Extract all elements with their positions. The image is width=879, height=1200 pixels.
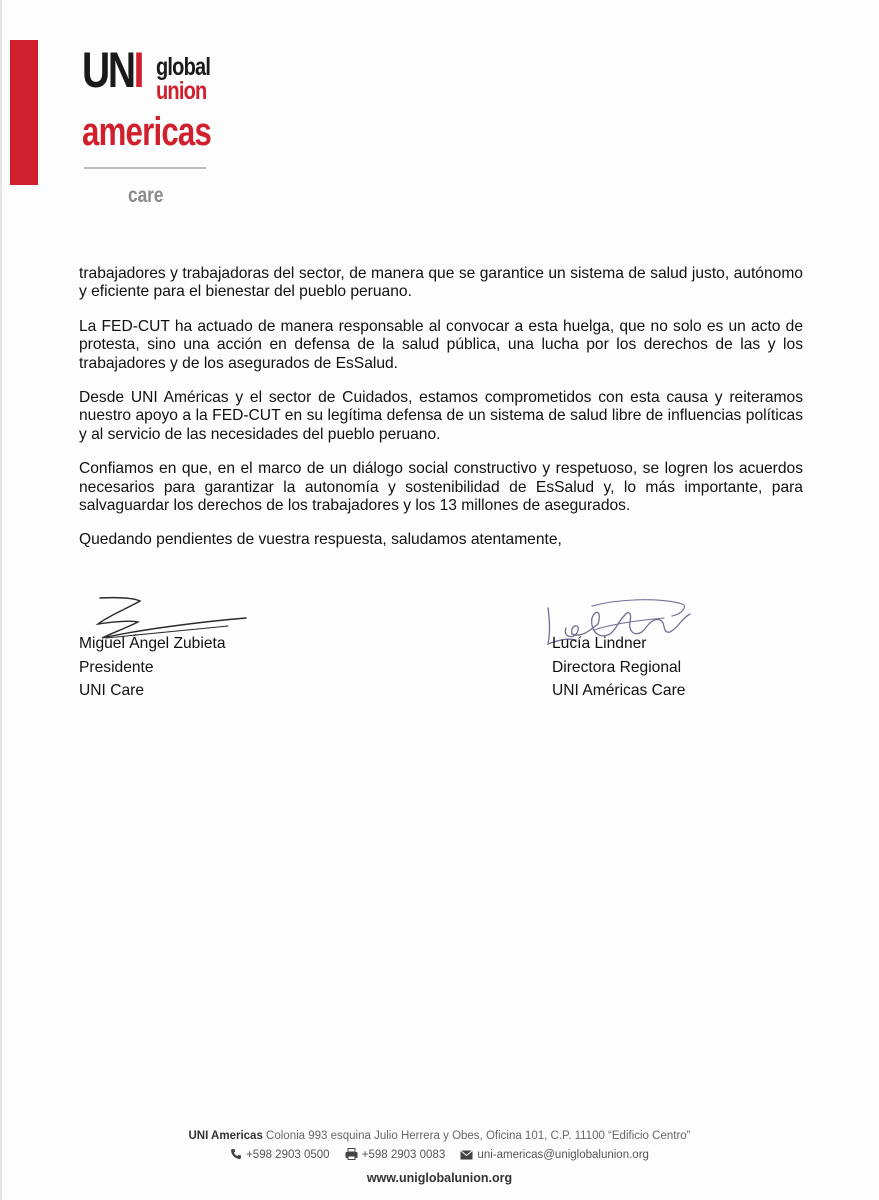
- footer-contact-line: [0, 1147, 879, 1163]
- red-accent-bar: [10, 40, 38, 185]
- logo-global-text: global: [156, 53, 211, 81]
- signatory-org: UNI Américas Care: [552, 682, 686, 699]
- logo-divider: [84, 167, 206, 169]
- phone-icon: [230, 1148, 242, 1160]
- signatory-block-right: [552, 632, 685, 703]
- footer-fax-number: +598 2903 0083: [361, 1149, 446, 1161]
- footer-phone: [230, 1147, 329, 1163]
- letter-paragraph: trabajadores y trabajadoras del sector, de manera que se garantice un sistema de salud justo, autónomo y eficiente para el bienestar del pueblo peruano.: [79, 265, 803, 301]
- signatory-title: Directora Regional: [552, 658, 682, 676]
- signature-stroke: [592, 600, 684, 616]
- letter-paragraph: Desde UNI Américas y el sector de Cuidados, estamos comprometidos con esta causa y reiteramos nuestro apoyo a la FED-CUT en su legítima defensa de un sistema de salud libre de influencias políticas y al servicio de las necesidades del pueblo peruano.: [79, 389, 803, 443]
- footer-address: Colonia 993 esquina Julio Herrera y Obes, Oficina 101, C.P. 11100 “Edificio Centro”: [266, 1130, 691, 1142]
- signature-stroke: [594, 618, 664, 630]
- letter-paragraph: Confiamos en que, en el marco de un diálogo social constructivo y respetuoso, se logren los acuerdos necesarios para garantizar la autonomía y sostenibilidad de EsSalud y, lo más importante, para salvaguardar los derechos de los trabajadores y los 13 millones de asegurados.: [79, 460, 803, 515]
- signatory-block-left: [79, 632, 226, 703]
- footer-phone-number: +598 2903 0500: [246, 1149, 330, 1161]
- uni-global-union-americas-logo: [82, 40, 212, 210]
- page-edge: [0, 0, 2, 1200]
- signatory-name: Lucía Lindner: [552, 635, 647, 652]
- footer-email[interactable]: [460, 1147, 649, 1163]
- letter-closing: Quedando pendientes de vuestra respuesta, saludamos atentamente,: [79, 531, 562, 549]
- footer-email-address[interactable]: uni-americas@uniglobalunion.org: [477, 1149, 649, 1161]
- logo-uni-wordmark: UNI: [82, 42, 143, 98]
- logo-care-text: care: [128, 184, 164, 207]
- email-icon: [460, 1150, 473, 1160]
- logo-americas-text: americas: [82, 110, 212, 154]
- signatory-name: Miguel Ángel Zubieta: [79, 635, 226, 652]
- letterhead-footer: [0, 1128, 879, 1186]
- signatory-org: UNI Care: [79, 682, 144, 699]
- logo-union-text: union: [156, 77, 207, 105]
- fax-icon: [345, 1148, 358, 1160]
- letter-body: [79, 265, 803, 566]
- footer-address-line: [0, 1128, 879, 1144]
- footer-website[interactable]: www.uniglobalunion.org: [366, 1171, 513, 1185]
- red-accent-bar-rect: [10, 40, 38, 185]
- footer-fax: [345, 1147, 445, 1163]
- signatory-title: Presidente: [79, 658, 154, 676]
- letter-paragraph: La FED-CUT ha actuado de manera responsable al convocar a esta huelga, que no solo es un acto de protesta, sino una acción en defensa de la salud pública, una lucha por los derechos de las y los trabajadores y de los asegurados de EsSalud.: [79, 317, 803, 372]
- footer-org-name: UNI Americas: [188, 1130, 263, 1142]
